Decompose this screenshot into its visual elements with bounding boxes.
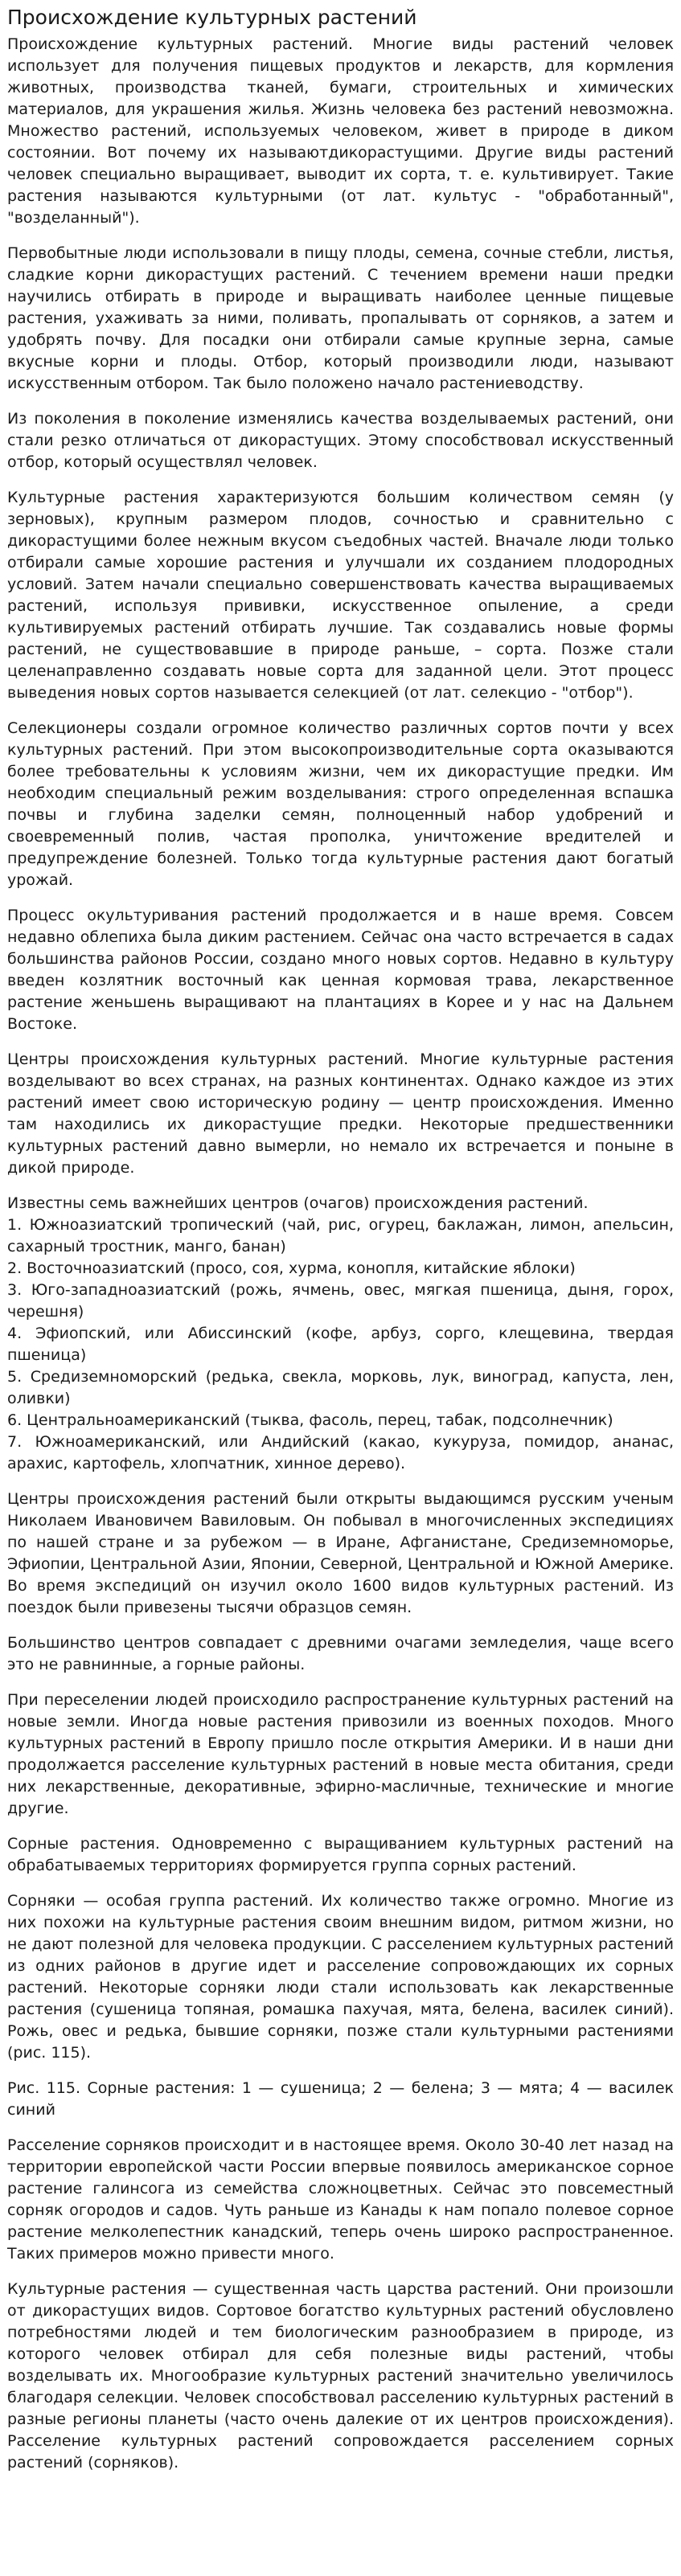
paragraph-vavilov: Центры происхождения растений были открыты выдающимся русским ученым Николаем Ивановичем Вавиловым. Он побывал в многочисленных экспедициях по нашей стране и за рубежом — в Иране, Афганистане, Средиземноморье, Эфиопии, Центральной Азии, Японии, Северной, Центральной и Южной Америке. Во время экспедиций он изучил около 1600 видов культурных растений. Из поездок были привезены тысячи образцов семян. (7, 1490, 674, 1616)
list-item: 2. Восточноазиатский (просо, соя, хурма, конопля, китайские яблоки) (7, 1259, 576, 1277)
paragraph-weeds: Сорняки — особая группа растений. Их количество также огромно. Многие из них похожи на культурные растения своим внешним видом, ритмом жизни, но не дают полезной для человека продукции. С расселением культурных растений из одних районов в другие идет и расселение сопровождающих их сорных растений. Некоторые сорняки люди стали использовать как лекарственные растения (сушеница топяная, ромашка пахучая, мята, белена, василек синий). Рожь, овес и редька, бывшие сорняки, позже стали культурными растениями (рис. 115). (7, 1892, 674, 2062)
paragraph-generations: Из поколения в поколение изменялись качества возделываемых растений, они стали резко отличаться от дикорастущих. Этому способствовал искусственный отбор, который осуществлял человек. (7, 410, 674, 471)
paragraph-primitive-people: Первобытные люди использовали в пищу плоды, семена, сочные стебли, листья, сладкие корни дикорастущих растений. С течением времени наши предки научились отбирать в природе и выращивать наиболее ценные пищевые растения, ухаживать за ними, поливать, пропалывать от сорняков, а затем и удобрять почву. Для посадки они отбирали самые крупные зерна, самые вкусные корни и плоды. Отбор, который производили люди, называют искусственным отбором. Так было положено начало растениеводству. (7, 244, 674, 392)
list-item: 6. Центральноамериканский (тыква, фасоль, перец, табак, подсолнечник) (7, 1411, 613, 1429)
centers-list-intro: Известны семь важнейших центров (очагов) происхождения растений. (7, 1194, 589, 1212)
paragraph-mountain-regions: Большинство центров совпадает с древними очагами земледелия, чаще всего это не равнинные, а горные районы. (7, 1634, 674, 1673)
page-title: Происхождение культурных растений (7, 6, 417, 29)
list-item: 3. Юго-западноазиатский (рожь, ячмень, овес, мягкая пшеница, дыня, горох, черешня) (7, 1281, 674, 1321)
list-item: 5. Средиземноморский (редька, свекла, морковь, лук, виноград, капуста, лен, оливки) (7, 1368, 674, 1407)
figure-caption: Рис. 115. Сорные растения: 1 — сушеница; 2 — белена; 3 — мята; 4 — василек синий (7, 2079, 674, 2119)
list-item: 1. Южноазиатский тропический (чай, рис, огурец, баклажан, лимон, апельсин, сахарный тростник, манго, банан) (7, 1216, 674, 1255)
paragraph-conclusion: Культурные растения — существенная часть царства растений. Они произошли от дикорастущих видов. Сортовое богатство культурных растений обусловлено потребностями людей и тем биологическим разнообразием в природе, из которого человек отбирал для себя полезные виды растений, чтобы возделывать их. Многообразие культурных растений значительно увеличилось благодаря селекции. Человек способствовал расселению культурных растений в разные регионы планеты (часто очень далекие от их центров происхождения). Расселение культурных растений сопровождается расселением сорных растений (сорняков). (7, 2280, 674, 2472)
paragraph-intro: Происхождение культурных растений. Многие виды растений человек использует для получения пищевых продуктов и лекарств, для кормления животных, производства тканей, бумаги, строительных и химических материалов, для украшения жилья. Жизнь человека без растений невозможна. Множество растений, используемых человеком, живет в природе в диком состоянии. Вот почему их называютдикорастущими. Другие виды растений человек специально выращивает, выводит их сорта, т. е. культивирует. Такие растения называются культурными (от лат. культус - "обработанный", "возделанный"). (7, 35, 674, 227)
paragraph-spread: При переселении людей происходило распространение культурных растений на новые земли. Иногда новые растения привозили из военных походов. Много культурных растений в Европу пришло после открытия Америки. И в наши дни продолжается расселение культурных растений в новые места обитания, среди них лекарственные, декоративные, эфирно-масличные, технические и многие другие. (7, 1691, 674, 1817)
paragraph-centers-of-origin: Центры происхождения культурных растений. Многие культурные растения возделывают во всех странах, на разных континентах. Однако каждое из этих растений имеет свою историческую родину — центр происхождения. Именно там находились их дикорастущие предки. Некоторые предшественники культурных растений давно вымерли, но немало их встречается и поныне в дикой природе. (7, 1050, 674, 1177)
list-item: 4. Эфиопский, или Абиссинский (кофе, арбуз, сорго, клещевина, твердая пшеница) (7, 1325, 674, 1364)
centers-list (7, 1193, 674, 1475)
paragraph-weeds-intro: Сорные растения. Одновременно с выращиванием культурных растений на обрабатываемых территориях формируется группа сорных растений. (7, 1835, 674, 1874)
paragraph-domestication: Процесс окультуривания растений продолжается и в наше время. Совсем недавно облепиха была диким растением. Сейчас она часто встречается в садах большинства районов России, создано много новых сортов. Недавно в культуру введен козлятник восточный как ценная кормовая трава, лекарственное растение женьшень выращивают на плантациях в Корее и у нас на Дальнем Востоке. (7, 907, 674, 1033)
paragraph-breeders: Селекционеры создали огромное количество различных сортов почти у всех культурных растений. При этом высокопроизводительные сорта оказываются более требовательны к условиям жизни, чем их дикорастущие предки. Им необходим специальный режим возделывания: строго определенная вспашка почвы и глубина заделки семян, полноценный набор удобрений и своевременный полив, частая прополка, уничтожение вредителей и предупреждение болезней. Только тогда культурные растения дают богатый урожай. (7, 719, 674, 889)
paragraph-weeds-spread: Расселение сорняков происходит и в настоящее время. Около 30-40 лет назад на территории европейской части России впервые появилось американское сорное растение галинсога из семейства сложноцветных. Сейчас это повсеместный сорняк огородов и садов. Чуть раньше из Канады к нам попало полевое сорное растение мелколепестник канадский, теперь очень широко распространенное. Таких примеров можно привести много. (7, 2136, 674, 2263)
paragraph-cultivated-traits: Культурные растения характеризуются большим количеством семян (у зерновых), крупным размером плодов, сочностью и сравнительно с дикорастущими более нежным вкусом съедобных частей. Вначале люди только отбирали самые хорошие растения и улучшали их созданием плодородных условий. Затем начали специально совершенствовать качества выращиваемых растений, используя прививки, искусственное опыление, а среди культивируемых растений отбирать лучшие. Так создавались новые формы растений, не существовавшие в природе раньше, – сорта. Позже стали целенаправленно создавать новые сорта для заданной цели. Этот процесс выведения новых сортов называется селекцией (от лат. селекцио - "отбор"). (7, 489, 674, 702)
list-item: 7. Южноамериканский, или Андийский (какао, кукуруза, помидор, ананас, арахис, картофель, хлопчатник, хинное дерево). (7, 1433, 674, 1472)
